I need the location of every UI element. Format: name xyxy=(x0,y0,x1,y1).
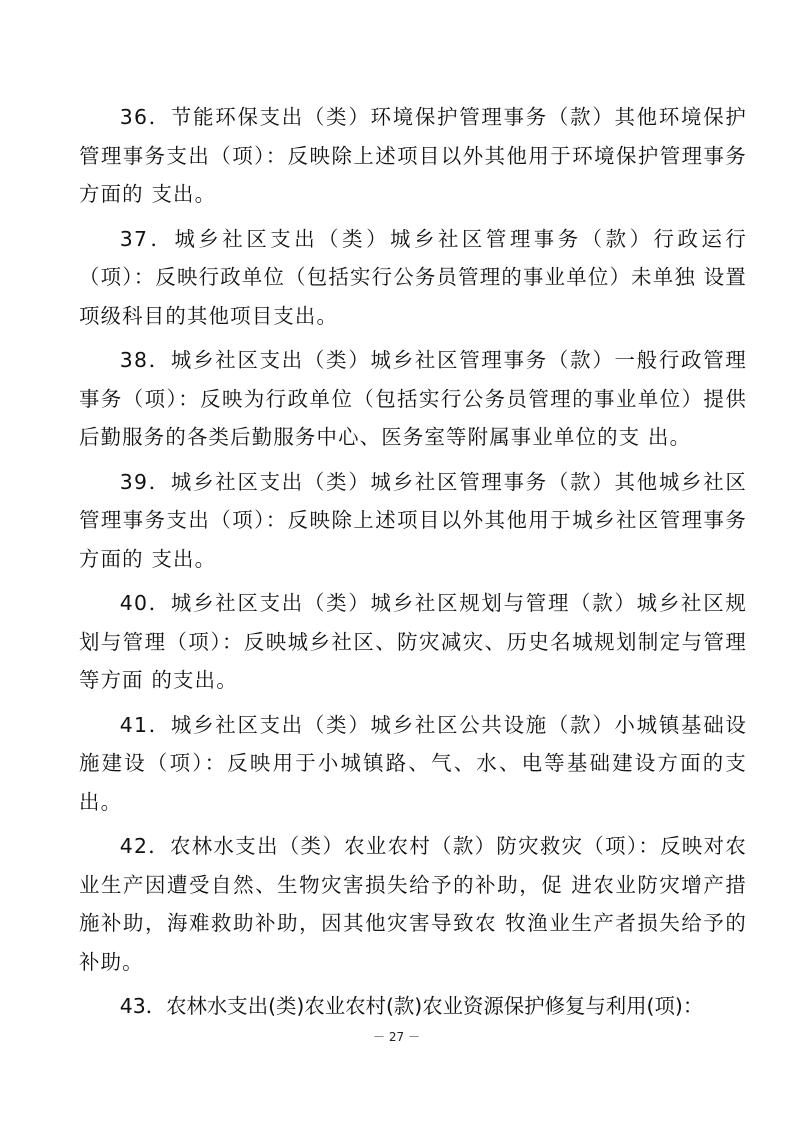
paragraph-36: 36．节能环保支出（类）环境保护管理事务（款）其他环境保护管理事务支出（项）：反映除上述项目以外其他用于环境保护管理事务方面的 支出。 xyxy=(79,105,747,206)
paragraph-39: 39．城乡社区支出（类）城乡社区管理事务（款）其他城乡社区管理事务支出（项）：反映除上述项目以外其他用于城乡社区管理事务方面的 支出。 xyxy=(79,469,747,571)
paragraph-41: 41．城乡社区支出（类）城乡社区公共设施（款）小城镇基础设施建设（项）：反映用于小城镇路、气、水、电等基础建设方面的支出。 xyxy=(79,712,747,814)
paragraph-37: 37．城乡社区支出（类）城乡社区管理事务（款）行政运行（项）：反映行政单位（包括实行公务员管理的事业单位）未单独 设置项级科目的其他项目支出。 xyxy=(79,226,747,328)
paragraph-43: 43．农林水支出(类)农业农村(款)农业资源保护修复与利用(项)： xyxy=(119,994,704,1018)
paragraph-38: 38．城乡社区支出（类）城乡社区管理事务（款）一般行政管理事务（项）：反映为行政单位（包括实行公务员管理的事业单位）提供后勤服务的各类后勤服务中心、医务室等附属事业单位的支 出。 xyxy=(79,348,747,449)
paragraph-42: 42．农林水支出（类）农业农村（款）防灾救灾（项）：反映对农业生产因遭受自然、生物灾害损失给予的补助，促 进农业防灾增产措施补助，海难救助补助，因其他灾害导致农 牧渔业生产者损失给予的补助。 xyxy=(79,834,747,974)
paragraph-40: 40．城乡社区支出（类）城乡社区规划与管理（款）城乡社区规划与管理（项）：反映城乡社区、防灾减灾、历史名城规划制定与管理等方面 的支出。 xyxy=(79,591,747,692)
page-number: － 27 － xyxy=(373,1030,420,1044)
body-text xyxy=(79,98,747,1032)
